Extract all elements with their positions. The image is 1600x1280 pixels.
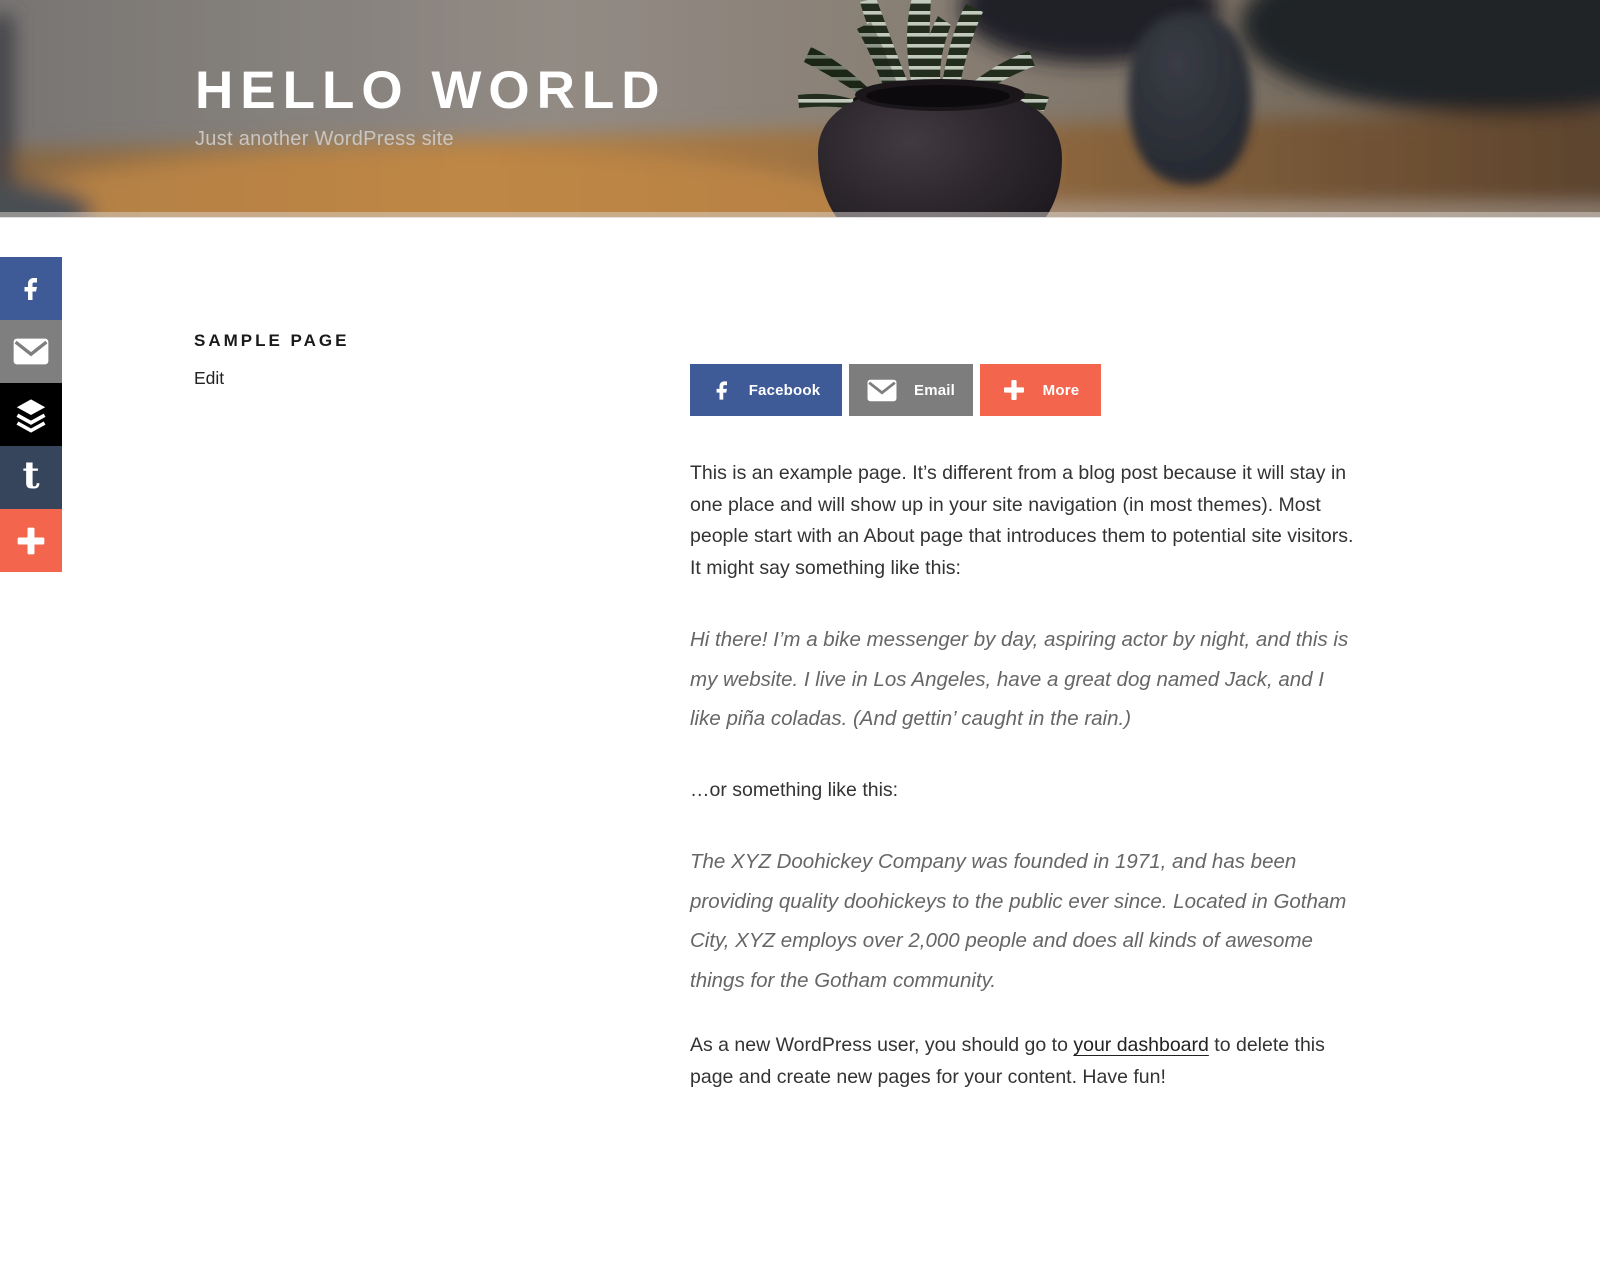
facebook-share-button[interactable] (690, 364, 842, 416)
share-rail-tumblr-button[interactable] (0, 446, 62, 509)
plus-icon (15, 525, 47, 557)
tumblr-icon: t (22, 453, 40, 497)
buffer-icon (14, 397, 48, 433)
edit-link[interactable]: Edit (194, 368, 225, 388)
page-content (690, 364, 1355, 1093)
facebook-share-label: Facebook (748, 381, 821, 399)
email-icon (867, 379, 897, 402)
email-icon (13, 338, 49, 365)
more-share-button[interactable] (980, 364, 1101, 416)
page-title: SAMPLE PAGE (194, 331, 350, 350)
share-rail-more-button[interactable] (0, 509, 62, 572)
share-rail (0, 257, 62, 572)
share-rail-facebook-button[interactable] (0, 257, 62, 320)
hero-header (0, 0, 1600, 218)
share-rail-email-button[interactable] (0, 320, 62, 383)
site-branding (195, 61, 667, 151)
blockquote-bike-messenger: Hi there! I’m a bike messenger by day, aspiring actor by night, and this is my website. I live in Los Angeles, have a great dog named Jack, and I like piña coladas. (And gettin’ caught in the rain.) (690, 628, 1349, 730)
site-tagline: Just another WordPress site (195, 128, 454, 150)
dashboard-link[interactable]: your dashboard (1073, 1034, 1209, 1056)
paragraph-dashboard (690, 1030, 1355, 1093)
blockquote-xyz-doohickey: The XYZ Doohickey Company was founded in 1971, and has been providing quality doohickeys to the public ever since. Located in Gotham City, XYZ employs over 2,000 people and does all kinds of awesome things for the Gotham community. (690, 850, 1347, 992)
facebook-icon (19, 274, 43, 304)
facebook-icon (712, 378, 732, 403)
email-share-button[interactable] (849, 364, 973, 416)
email-share-label: Email (913, 381, 956, 399)
paragraph-or-something: …or something like this: (690, 778, 899, 801)
entry-header (194, 331, 624, 389)
site-title: HELLO WORLD (195, 61, 667, 120)
share-buttons-row (690, 364, 1355, 416)
share-rail-buffer-button[interactable] (0, 383, 62, 446)
plus-icon (1002, 378, 1026, 402)
paragraph-dashboard-after: to delete this page and create new pages for your content. Have fun! (690, 1034, 1325, 1088)
paragraph-intro: This is an example page. It’s different from a blog post because it will stay in one place and will show up in your site navigation (in most themes). Most people start with an About page that introduces them to potential site visitors. It might say something like this: (690, 462, 1354, 579)
more-share-label: More (1042, 381, 1080, 399)
paragraph-dashboard-before: As a new WordPress user, you should go to (690, 1034, 1074, 1056)
